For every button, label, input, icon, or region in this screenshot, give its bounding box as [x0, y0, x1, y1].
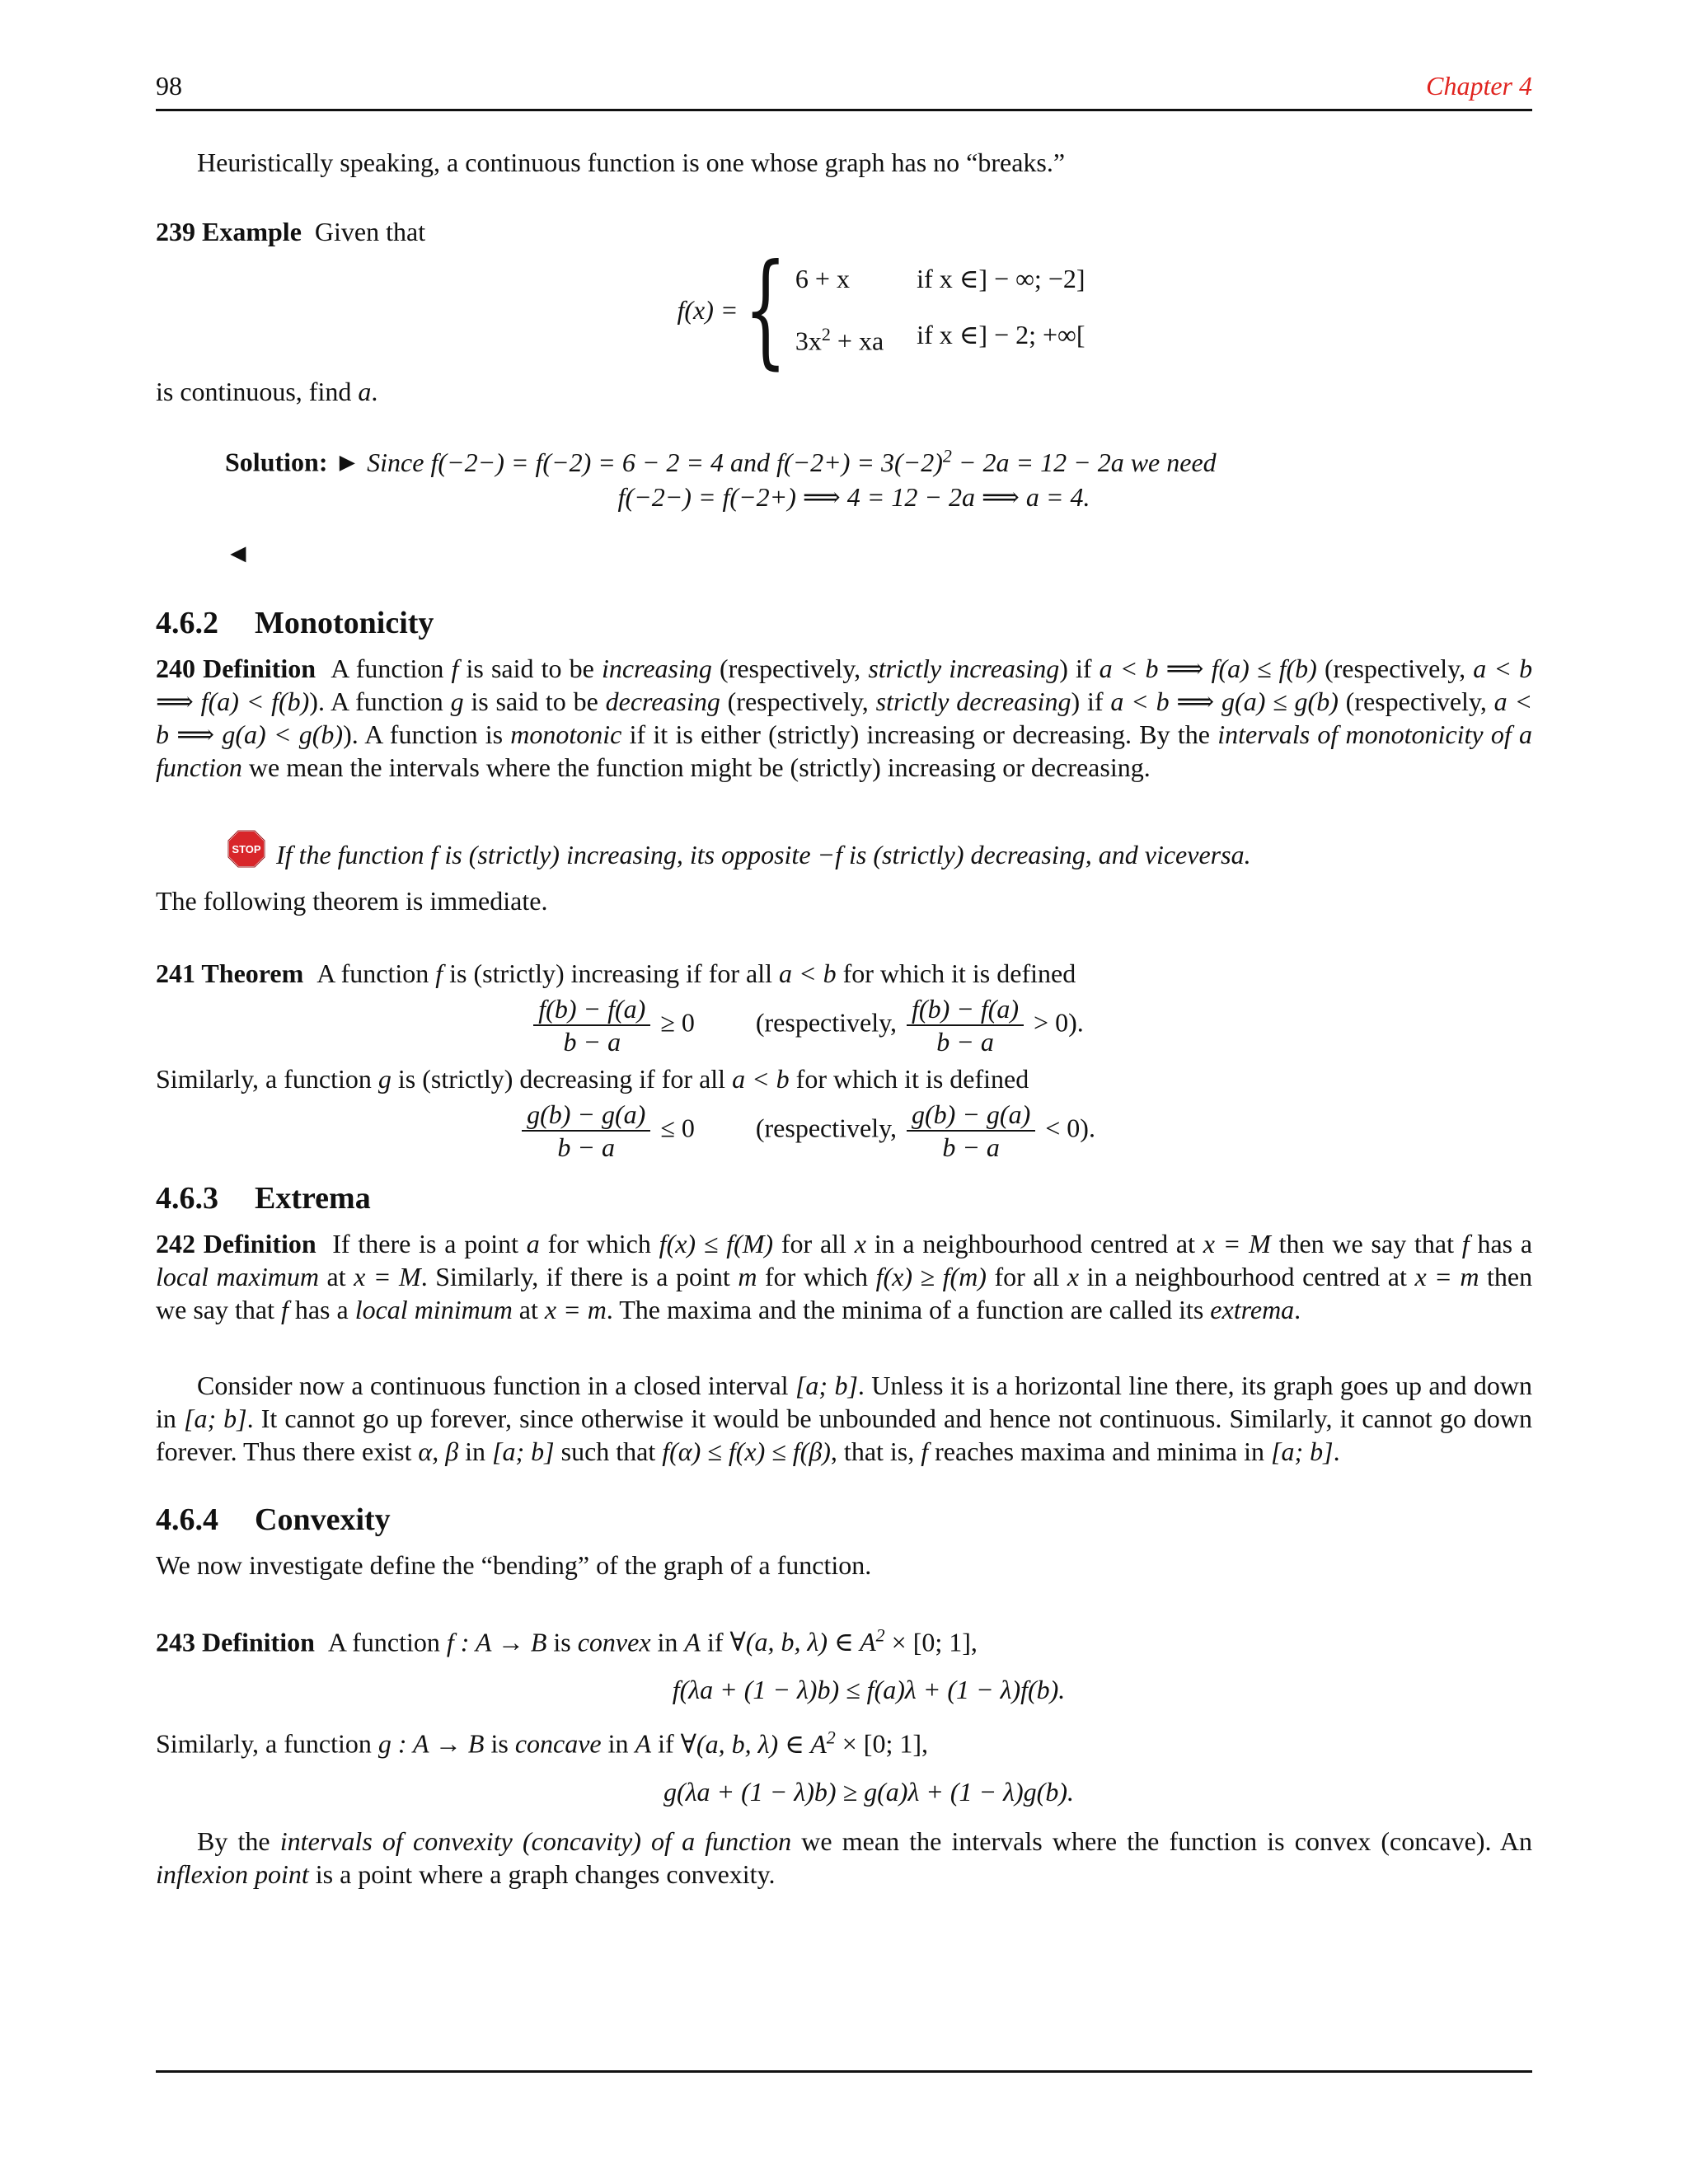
- cases: [795, 262, 1085, 358]
- footer-rule: [156, 2070, 1532, 2073]
- solution-text: Since f(−2−) = f(−2) = 6 − 2 = 4 and $f(-2+) = 3(-2)^2 - 2a = 12 - 2a$ we need: [367, 445, 1217, 477]
- case2-cond: if x ∈] − 2; +∞[: [917, 320, 1085, 350]
- case2-expr: $3x^2$ + xa: [795, 324, 884, 356]
- example-239: [156, 215, 1532, 569]
- stop-note: [227, 827, 1532, 871]
- solution-equation: f(−2−) = f(−2+) ⟹ 4 = 12 − 2a ⟹ a = 4.: [617, 481, 1090, 512]
- strict-increasing-fraction: $\frac{f(b) - f(a)}{b - a}$: [907, 993, 1024, 1057]
- theorem-similarly: Similarly, a function g is (strictly) decreasing if for all a < b for which it is defined: [156, 1063, 1029, 1094]
- solution: [156, 439, 1532, 569]
- investigate-paragraph: We now investigate define the “bending” of the graph of a function.: [156, 1549, 872, 1580]
- page-header: [156, 69, 1532, 111]
- concave-definition: Similarly, a function g : A → B is concave in A if ∀(a, b, λ) ∈ $A^2 \times [0$; 1],: [156, 1727, 928, 1759]
- solution-end-mark: ◄: [225, 537, 251, 568]
- definition-243: 243 Definition A function f : A → B is convex in A if ∀(a, b, λ) ∈ $A^2 \times [0$; 1],: [156, 1624, 978, 1657]
- stop-sign-icon: [227, 829, 266, 869]
- convex-inequality: f(λa + (1 − λ)b) ≤ f(a)λ + (1 − λ)f(b).: [672, 1675, 1066, 1705]
- strict-decreasing-fraction: $\frac{g(b) - g(a)}{b - a}$: [907, 1099, 1035, 1163]
- svg-text:STOP: STOP: [232, 842, 261, 855]
- example-lead: Given that: [314, 217, 426, 246]
- section-4-6-2-heading: 4.6.2 Monotonicity: [156, 605, 434, 640]
- piecewise-function: [156, 238, 1532, 382]
- concave-inequality: g(λa + (1 − λ)b) ≥ g(a)λ + (1 − λ)g(b).: [663, 1776, 1074, 1807]
- page: [156, 69, 1532, 1891]
- case1-expr: 6 + x: [795, 264, 850, 294]
- left-brace: {: [743, 238, 788, 382]
- case1-cond: if x ∈] − ∞; −2]: [917, 264, 1085, 294]
- theorem-241: 241 Theorem A function f is (strictly) increasing if for all a < b for which it is defined: [156, 958, 1076, 988]
- page-number: 98: [156, 71, 182, 101]
- intro-paragraph: Heuristically speaking, a continuous function is one whose graph has no “breaks.”: [197, 148, 1066, 177]
- following-paragraph: The following theorem is immediate.: [156, 885, 548, 916]
- stop-note-text: If the function f is (strictly) increasing, its opposite −f is (strictly) decreasing, and viceversa.: [276, 839, 1251, 869]
- section-4-6-3-heading: 4.6.3 Extrema: [156, 1180, 371, 1216]
- solution-arrow: ►: [334, 447, 361, 477]
- definition-240: 240 Definition A function f is said to be increasing (respectively, strictly increasing) if a < b ⟹ f(a) ≤ f(b) (respectively, a < b ⟹ f(a) < f(b)). A function g is said to be decreasing (respectively, strictly decreasing) if a < b ⟹ g(a) ≤ g(b) (respectively, a < b ⟹ g(a) < g(b)). A function is monotonic if it is either (strictly) increasing or decreasing. By the intervals of monotonicity of a function we mean the intervals where the function might be (strictly) increasing or decreasing.: [156, 653, 1533, 782]
- fx-label: f(x) =: [677, 295, 738, 325]
- theorem-increasing-formula: $\frac{f(b) - f(a)}{b - a}$ ≥ 0 (respectively, $\frac{f(b) - f(a)}{b - a}$ > 0).: [156, 993, 1532, 1057]
- solution-label: Solution:: [225, 447, 328, 477]
- example-trail: is continuous, find a.: [156, 377, 378, 406]
- decreasing-fraction: $\frac{g(b) - g(a)}{b - a}$: [522, 1099, 650, 1163]
- chapter-link[interactable]: Chapter 4: [1426, 71, 1532, 101]
- theorem-decreasing-formula: $\frac{g(b) - g(a)}{b - a}$ ≤ 0 (respectively, $\frac{g(b) - g(a)}{b - a}$ < 0).: [156, 1099, 1532, 1163]
- final-paragraph: By the intervals of convexity (concavity) of a function we mean the intervals where the function is convex (concave). An inflexion point is a point where a graph changes convexity.: [156, 1825, 1533, 1889]
- consider-paragraph: Consider now a continuous function in a closed interval [a; b]. Unless it is a horizontal line there, its graph goes up and down in [a; b]. It cannot go up forever, since otherwise it would be unbounded and hence not continuous. Similarly, it cannot go down forever. Thus there exist α, β in [a; b] such that f(α) ≤ f(x) ≤ f(β), that is, f reaches maxima and minima in [a; b].: [156, 1370, 1533, 1466]
- definition-242: 242 Definition If there is a point a for which f(x) ≤ f(M) for all x in a neighbourhood centred at x = M then we say that f has a local maximum at x = M. Similarly, if there is a point m for which f(x) ≥ f(m) for all x in a neighbourhood centred at x = m then we say that f has a local minimum at x = m. The maxima and the minima of a function are called its extrema.: [156, 1228, 1533, 1324]
- increasing-fraction: $\frac{f(b) - f(a)}{b - a}$: [533, 993, 650, 1057]
- example-label: 239 Example: [156, 217, 302, 246]
- section-4-6-4-heading: 4.6.4 Convexity: [156, 1502, 391, 1537]
